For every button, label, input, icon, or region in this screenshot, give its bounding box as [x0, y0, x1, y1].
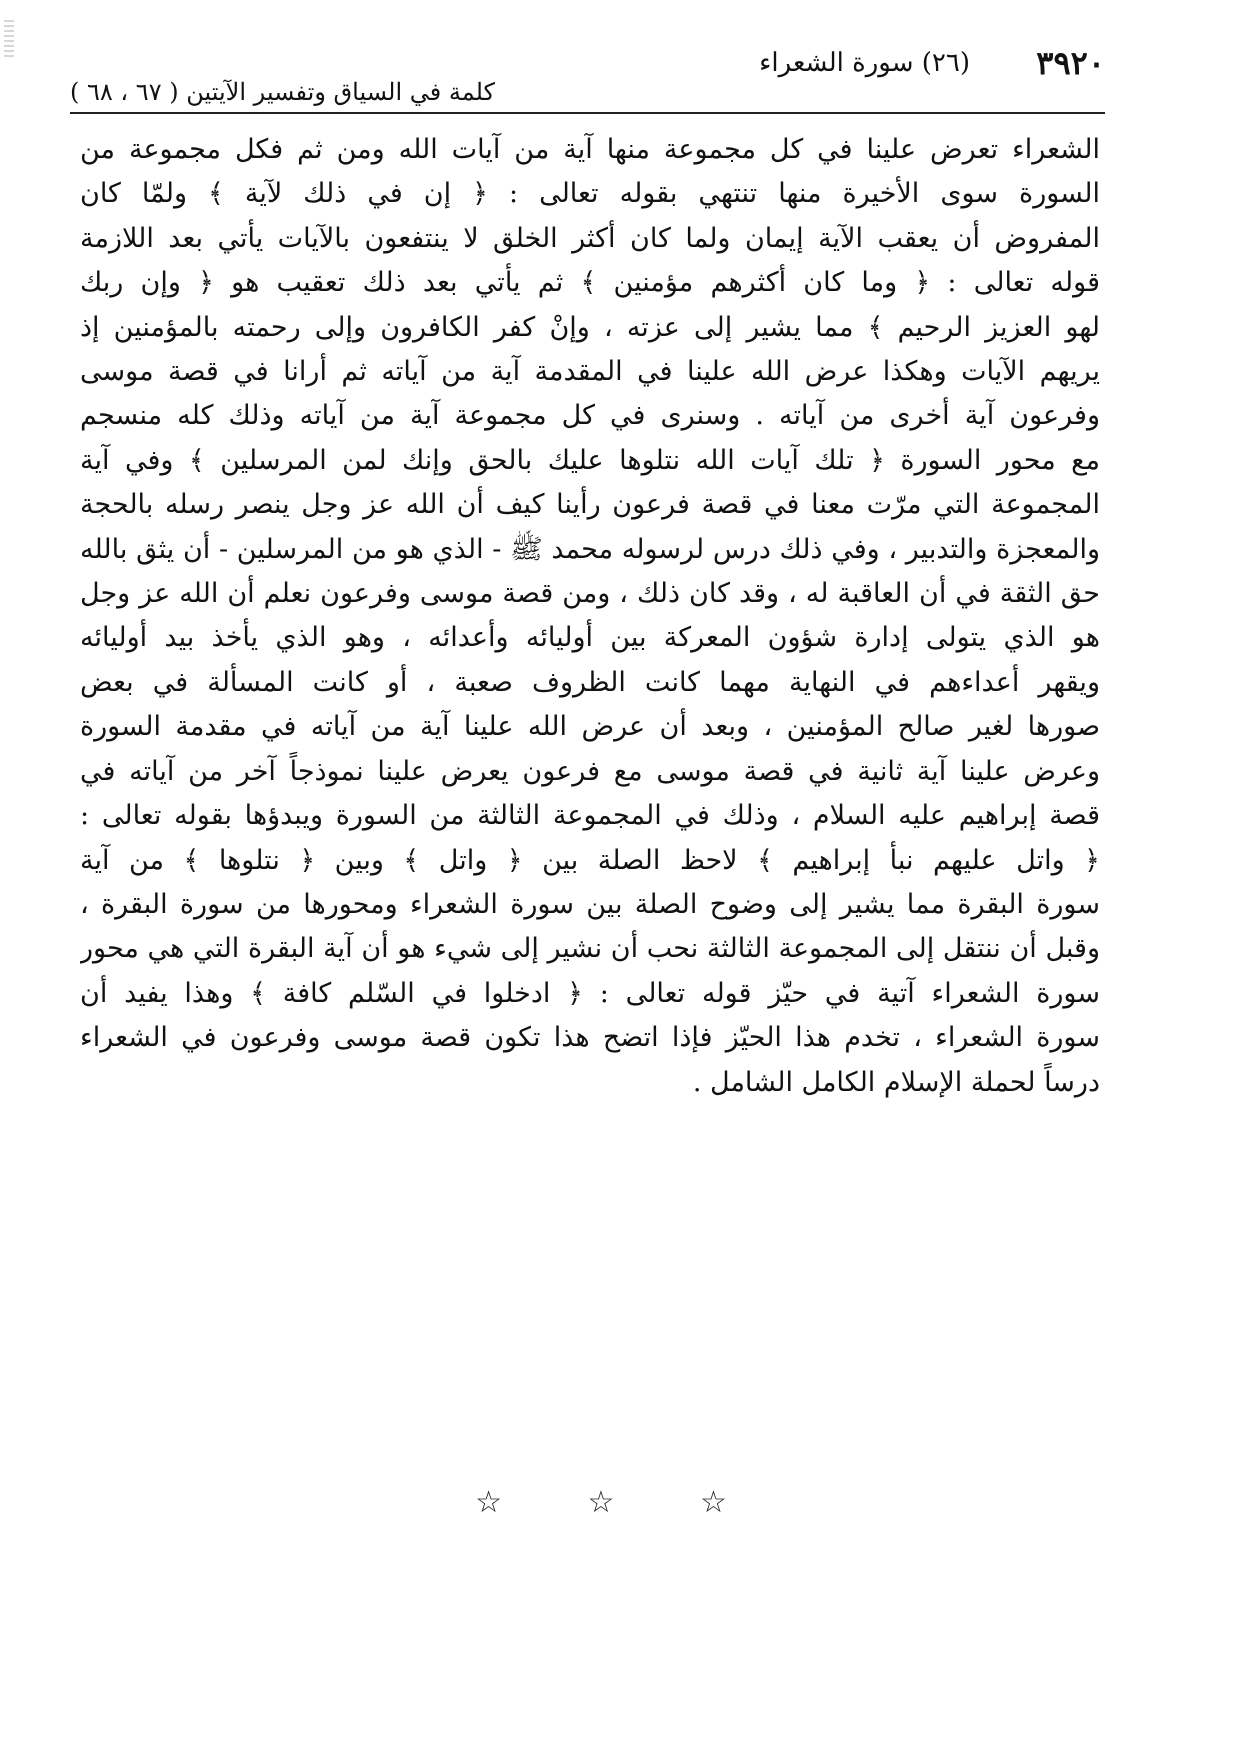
text-line: هو الذي يتولى إدارة شؤون المعركة بين أوليائه وأعدائه ، وهو الذي يأخذ بيد أوليائه	[80, 622, 1100, 654]
text-line: وعرض علينا آية ثانية في قصة موسى مع فرعون يعرض علينا نموذجاً آخر من آياته في	[80, 755, 1100, 787]
section-title: كلمة في السياق وتفسير الآيتين ( ٦٧ ، ٦٨ )	[70, 78, 495, 106]
text-line: قصة إبراهيم عليه السلام ، وذلك في المجموعة الثالثة من السورة ويبدؤها بقوله تعالى :	[80, 800, 1100, 832]
text-line: يريهم الآيات وهكذا عرض الله علينا في المقدمة آية من آياته ثم أرانا في قصة موسى	[80, 356, 1100, 388]
page-number: ٣٩٢٠	[1036, 44, 1105, 82]
text-line: حق الثقة في أن العاقبة له ، وقد كان ذلك ، ومن قصة موسى وفرعون نعلم أن الله عز وجل	[80, 578, 1100, 610]
running-header	[70, 40, 1105, 106]
text-line: وقبل أن ننتقل إلى المجموعة الثالثة نحب أن نشير إلى شيء هو أن آية البقرة التي هي محور	[80, 933, 1100, 965]
text-line: المجموعة التي مرّت معنا في قصة فرعون رأينا كيف أن الله عز وجل ينصر رسله بالحجة	[80, 489, 1100, 521]
header-rule	[70, 112, 1105, 114]
section-separator-stars: ☆ ☆ ☆	[475, 1485, 765, 1520]
text-line: الشعراء تعرض علينا في كل مجموعة منها آية من آيات الله ومن ثم فكل مجموعة من	[80, 134, 1100, 165]
text-line: سورة البقرة مما يشير إلى وضوح الصلة بين سورة الشعراء ومحورها من سورة البقرة ،	[80, 888, 1100, 920]
text-line: السورة سوى الأخيرة منها تنتهي بقوله تعالى : ﴿ إن في ذلك لآية ﴾ ولمّا كان	[80, 178, 1100, 210]
text-line: لهو العزيز الرحيم ﴾ مما يشير إلى عزته ، وإنْ كفر الكافرون وإلى رحمته بالمؤمنين إذ	[80, 311, 1100, 343]
text-line: ﴿ واتل عليهم نبأ إبراهيم ﴾ لاحظ الصلة بين ﴿ واتل ﴾ وبين ﴿ نتلوها ﴾ من آية	[80, 844, 1100, 876]
text-line: مع محور السورة ﴿ تلك آيات الله نتلوها عليك بالحق وإنك لمن المرسلين ﴾ وفي آية	[80, 444, 1100, 476]
scan-edge-mark	[4, 20, 14, 60]
text-line: صورها لغير صالح المؤمنين ، وبعد أن عرض الله علينا آية من آياته في مقدمة السورة	[80, 711, 1100, 743]
text-line: قوله تعالى : ﴿ وما كان أكثرهم مؤمنين ﴾ ثم يأتي بعد ذلك تعقيب هو ﴿ وإن ربك	[80, 267, 1100, 299]
surah-title: (٢٦) سورة الشعراء	[759, 48, 970, 78]
text-line: سورة الشعراء ، تخدم هذا الحيّز فإذا اتضح هذا تكون قصة موسى وفرعون في الشعراء	[80, 1022, 1100, 1054]
text-line-last: درساً لحملة الإسلام الكامل الشامل .	[692, 1066, 1100, 1098]
text-line: والمعجزة والتدبير ، وفي ذلك درس لرسوله محمد ﷺ - الذي هو من المرسلين - أن يثق بالله	[80, 533, 1100, 565]
text-line: وفرعون آية أخرى من آياته . وسنرى في كل مجموعة آية من آياته وذلك كله منسجم	[80, 400, 1100, 432]
text-line: سورة الشعراء آتية في حيّز قوله تعالى : ﴿ ادخلوا في السّلم كافة ﴾ وهذا يفيد أن	[80, 977, 1100, 1009]
text-line: المفروض أن يعقب الآية إيمان ولما كان أكثر الخلق لا ينتفعون بالآيات يأتي بعد اللازمة	[80, 222, 1100, 254]
body-text	[80, 128, 1100, 1105]
text-line: ويقهر أعداءهم في النهاية مهما كانت الظروف صعبة ، أو كانت المسألة في بعض	[80, 666, 1100, 698]
